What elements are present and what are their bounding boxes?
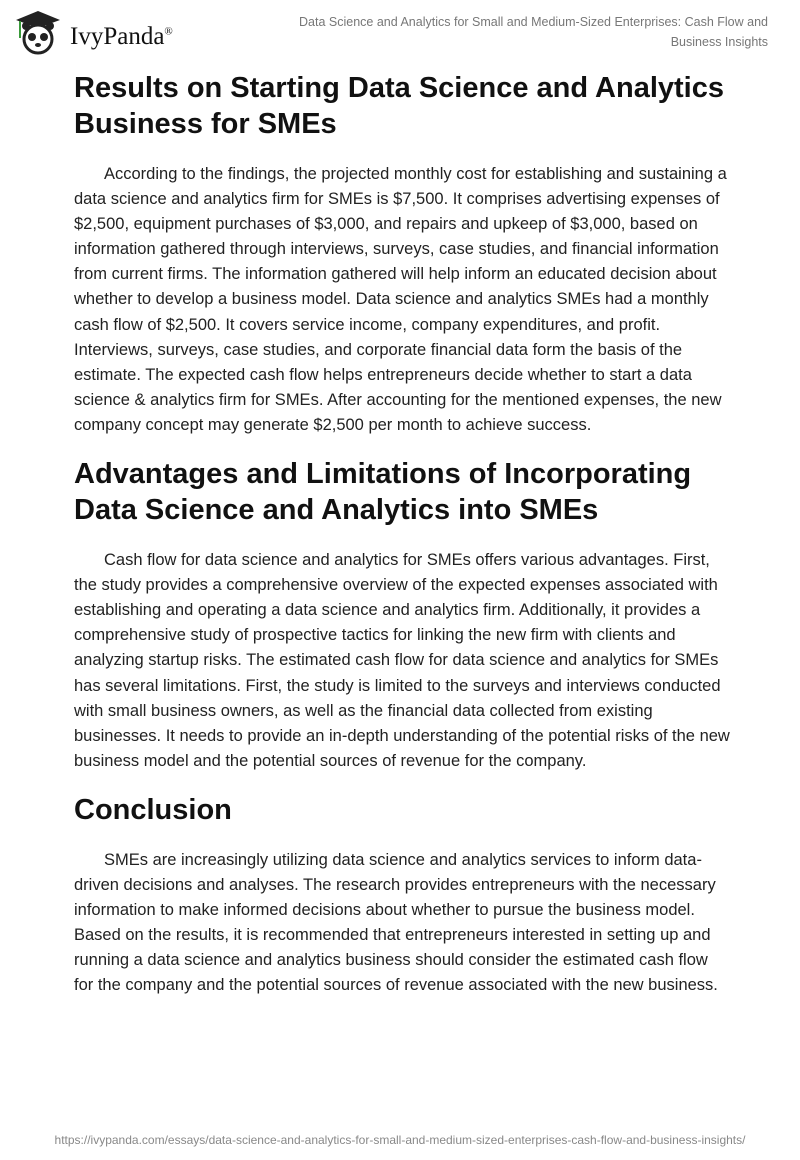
logo[interactable] — [12, 8, 173, 56]
section-heading: Conclusion — [74, 793, 232, 826]
section-heading: Advantages and Limitations of Incorporating Data Science and Analytics into SMEs — [74, 458, 692, 527]
section-paragraph: According to the findings, the projected monthly cost for establishing and sustaining a data science and analytics firm for SMEs is $7,500. It comprises advertising expenses of $2,500, equipment purchases of $3,000, and repairs and upkeep of $3,000, based on information gathered through interviews, surveys, case studies, and financial information from current firms. The information gathered will help inform an educated decision about whether to develop a business model. Data science and analytics SMEs had a monthly cash flow of $2,500. It covers service income, company expenditures, and profit. Interviews, surveys, case studies, and corporate financial data form the basis of the estimate. The expected cash flow helps entrepreneurs decide whether to start a data science & analytics firm for SMEs. After accounting for the mentioned expenses, the new company concept may generate $2,500 per month to achieve success. — [74, 165, 727, 434]
section-paragraph: SMEs are increasingly utilizing data science and analytics services to inform data-driven decisions and analyses. The research provides entrepreneurs with the necessary information to make informed decisions about whether to pursue the business model. Based on the results, it is recommended that entrepreneurs interested in setting up and running a data science and analytics business should consider the estimated cash flow for the company and the potential sources of revenue associated with the new business. — [74, 850, 718, 995]
document-body — [74, 70, 730, 1016]
section-heading: Results on Starting Data Science and Analytics Business for SMEs — [74, 72, 724, 140]
document-title: Data Science and Analytics for Small and Medium-Sized Enterprises: Cash Flow and Business Insights — [299, 15, 768, 49]
logo-text: IvyPanda® — [70, 23, 173, 50]
section-paragraph: Cash flow for data science and analytics for SMEs offers various advantages. First, the study provides a comprehensive overview of the expected expenses associated with establishing and operating a data science and analytics firm. Additionally, it provides a comprehensive study of prospective tactics for linking the new firm with clients and analyzing startup risks. The estimated cash flow for data science and analytics for SMEs has several limitations. First, the study is limited to the surveys and interviews conducted with small business owners, as well as the financial data collected from existing businesses. It needs to provide an in-depth understanding of the potential risks of the new business model and the potential sources of revenue for the company. — [74, 551, 730, 770]
panda-logo-icon — [12, 8, 68, 56]
footer-url[interactable]: https://ivypanda.com/essays/data-science-and-analytics-for-small-and-medium-sized-enterprises-cash-flow-and-business-insights/ — [54, 1133, 746, 1147]
